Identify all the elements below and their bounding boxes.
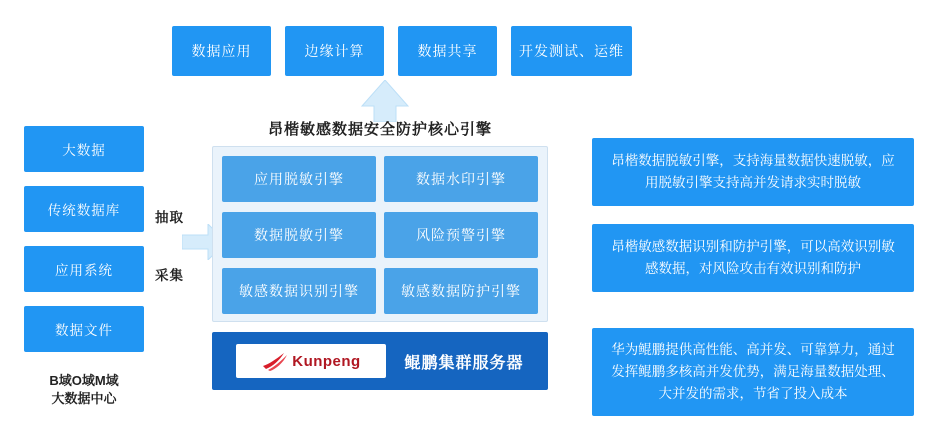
top-box-data-application[interactable] — [172, 26, 271, 76]
flow-label-collect-text: 采集 — [155, 268, 184, 283]
top-box-label: 数据应用 — [191, 43, 252, 59]
note-text: 华为鲲鹏提供高性能、高并发、可靠算力，通过发挥鲲鹏多核高并发优势，满足海量数据处理、大并发的需求，节省了投入成本 — [611, 342, 895, 401]
center-panel-title — [212, 118, 548, 139]
flow-label-extract — [155, 206, 184, 226]
engine-box-data-watermark[interactable] — [384, 156, 538, 202]
top-box-devtest-ops[interactable] — [511, 26, 632, 76]
left-column-caption-line2: 大数据中心 — [51, 391, 117, 406]
engine-box-label: 数据水印引擎 — [416, 171, 506, 187]
kunpeng-server-bar[interactable] — [212, 332, 548, 390]
left-column-caption — [14, 372, 154, 408]
engine-box-label: 风险预警引擎 — [416, 227, 506, 243]
engine-box-label: 敏感数据防护引擎 — [401, 283, 521, 299]
kunpeng-logo — [236, 344, 386, 378]
top-box-label: 数据共享 — [417, 43, 478, 59]
engine-box-data-masking[interactable] — [222, 212, 376, 258]
source-box-application-system[interactable] — [24, 246, 144, 292]
source-box-label: 数据文件 — [55, 323, 113, 338]
source-box-label: 应用系统 — [55, 263, 113, 278]
engine-box-label: 数据脱敏引擎 — [254, 227, 344, 243]
source-box-data-file[interactable] — [24, 306, 144, 352]
top-box-data-sharing[interactable] — [398, 26, 497, 76]
left-column-caption-line1: B域O域M域 — [49, 373, 119, 388]
top-box-label: 边缘计算 — [304, 43, 365, 59]
engine-box-label: 应用脱敏引擎 — [254, 171, 344, 187]
top-box-label: 开发测试、运维 — [519, 43, 624, 59]
note-text: 昂楷数据脱敏引擎，支持海量数据快速脱敏，应用脱敏引擎支持高并发请求实时脱敏 — [611, 153, 895, 190]
engine-box-sensitive-protection[interactable] — [384, 268, 538, 314]
engine-box-sensitive-identification[interactable] — [222, 268, 376, 314]
kunpeng-mark-icon — [262, 351, 288, 371]
note-sensitive-engine[interactable] — [592, 224, 914, 292]
kunpeng-server-label: 鲲鹏集群服务器 — [404, 354, 524, 372]
engine-box-risk-alert[interactable] — [384, 212, 538, 258]
flow-label-extract-text: 抽取 — [155, 210, 184, 225]
source-box-traditional-db[interactable] — [24, 186, 144, 232]
engine-box-app-masking[interactable] — [222, 156, 376, 202]
kunpeng-logo-word: Kunpeng — [292, 352, 361, 370]
note-masking-engine[interactable] — [592, 138, 914, 206]
note-text: 昂楷敏感数据识别和防护引擎，可以高效识别敏感数据，对风险攻击有效识别和防护 — [611, 239, 895, 276]
flow-label-collect — [155, 264, 184, 284]
top-box-edge-computing[interactable] — [285, 26, 384, 76]
upward-arrow-icon — [358, 80, 412, 122]
source-box-label: 大数据 — [62, 143, 106, 158]
engine-box-label: 敏感数据识别引擎 — [239, 283, 359, 299]
source-box-label: 传统数据库 — [47, 203, 121, 218]
note-kunpeng-compute[interactable] — [592, 328, 914, 416]
center-panel-title-text: 昂楷敏感数据安全防护核心引擎 — [267, 121, 492, 138]
source-box-bigdata[interactable] — [24, 126, 144, 172]
